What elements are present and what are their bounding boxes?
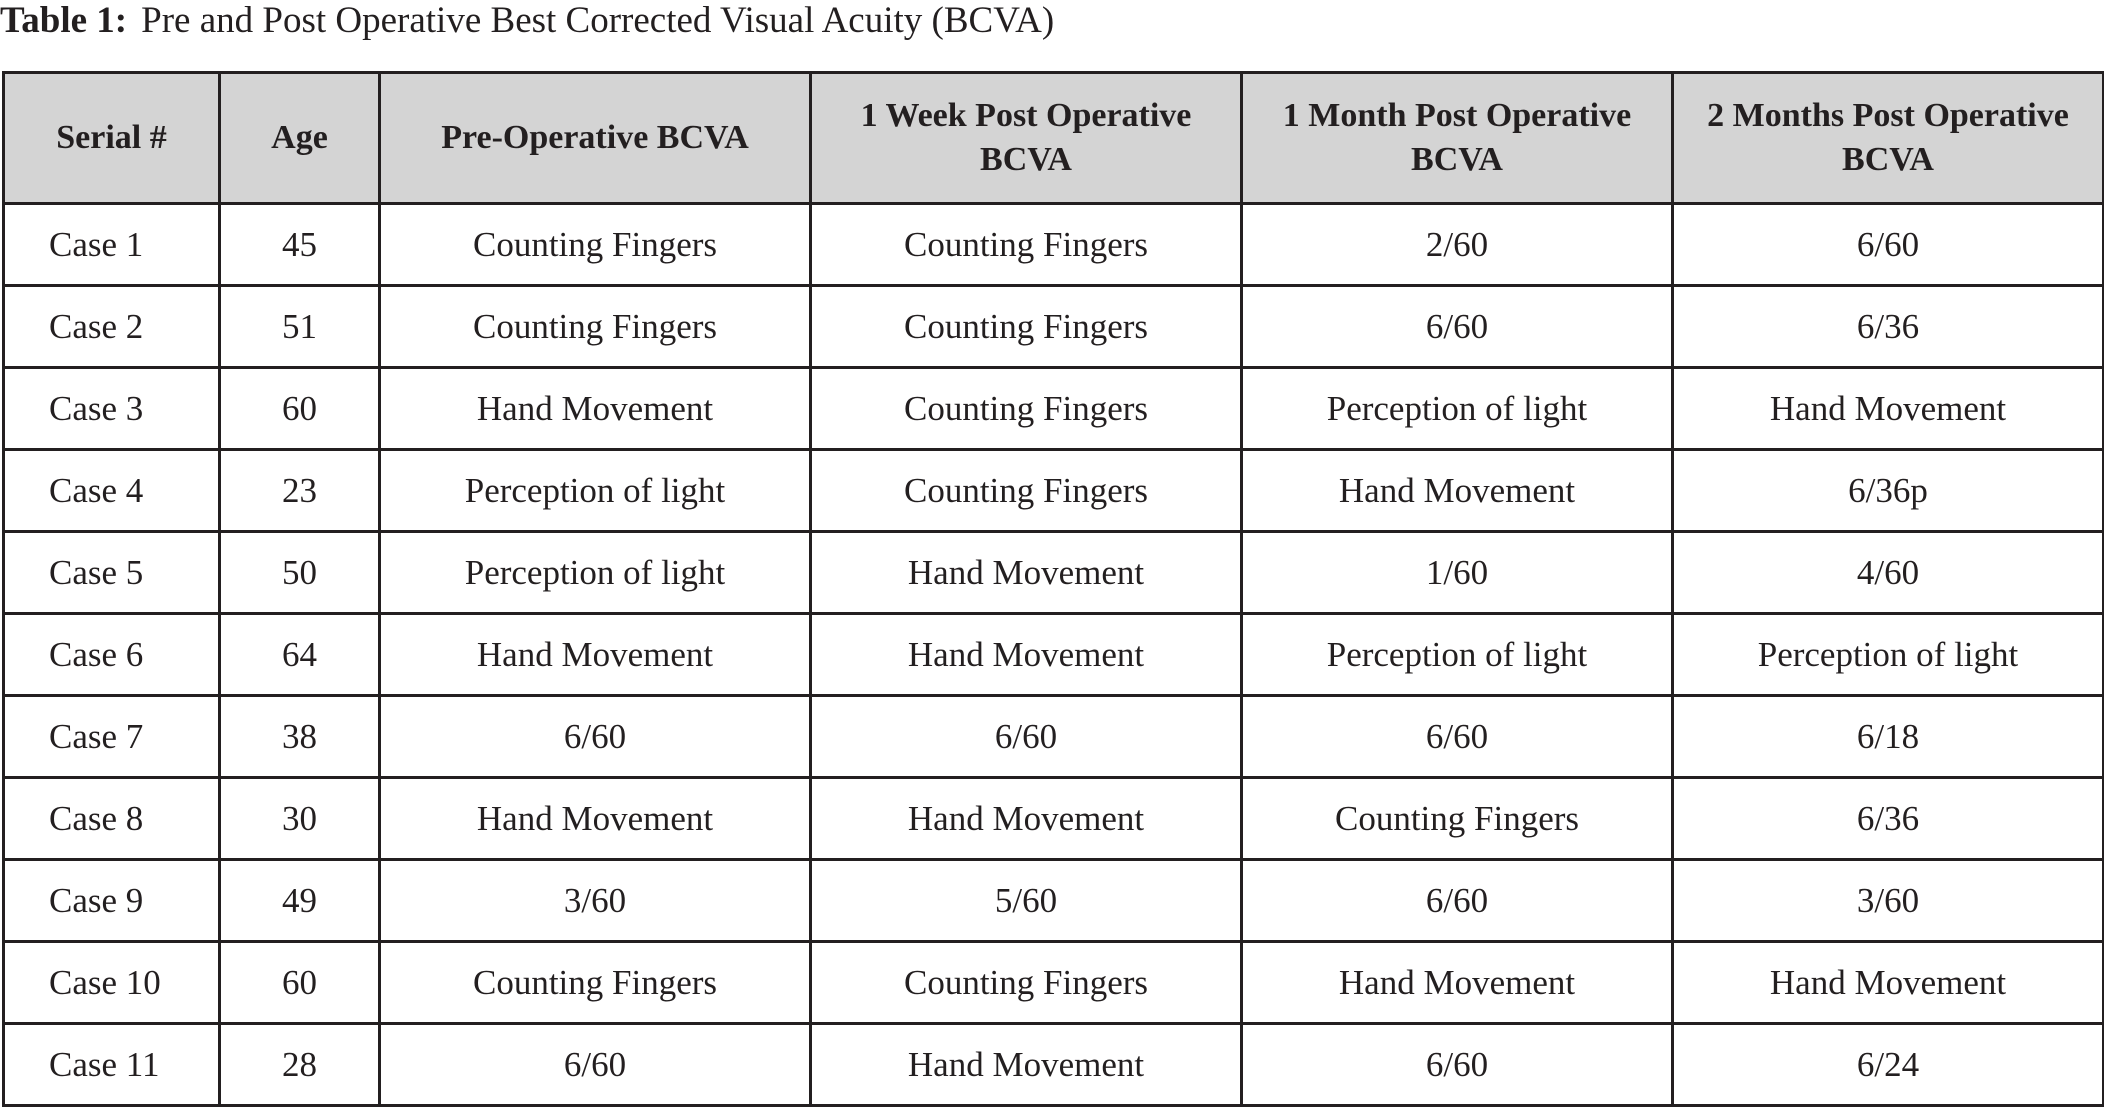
months-2-cell: 6/36 (1673, 778, 2104, 860)
pre-operative-cell: Perception of light (380, 532, 811, 614)
month-1-cell: Hand Movement (1242, 942, 1673, 1024)
header-1-month-post-bcva: 1 Month Post Operative BCVA (1242, 73, 1673, 204)
header-serial: Serial # (4, 73, 220, 204)
pre-operative-cell: Hand Movement (380, 778, 811, 860)
age-cell: 45 (220, 204, 380, 286)
months-2-cell: 4/60 (1673, 532, 2104, 614)
serial-cell: Case 1 (4, 204, 220, 286)
table-header (4, 73, 2104, 204)
month-1-cell: Perception of light (1242, 368, 1673, 450)
months-2-cell: 6/18 (1673, 696, 2104, 778)
pre-operative-cell: Hand Movement (380, 368, 811, 450)
table-row (4, 532, 2104, 614)
pre-operative-cell: Hand Movement (380, 614, 811, 696)
pre-operative-cell: Counting Fingers (380, 204, 811, 286)
bcva-table (2, 71, 2104, 1107)
months-2-cell: Hand Movement (1673, 942, 2104, 1024)
pre-operative-cell: 6/60 (380, 696, 811, 778)
table-row (4, 450, 2104, 532)
table-row (4, 614, 2104, 696)
week-1-cell: Hand Movement (811, 778, 1242, 860)
serial-cell: Case 8 (4, 778, 220, 860)
table-row (4, 696, 2104, 778)
serial-cell: Case 2 (4, 286, 220, 368)
age-cell: 30 (220, 778, 380, 860)
months-2-cell: 6/24 (1673, 1024, 2104, 1106)
serial-cell: Case 4 (4, 450, 220, 532)
header-row (4, 73, 2104, 204)
pre-operative-cell: 3/60 (380, 860, 811, 942)
month-1-cell: 6/60 (1242, 1024, 1673, 1106)
table-row (4, 942, 2104, 1024)
serial-cell: Case 3 (4, 368, 220, 450)
month-1-cell: Counting Fingers (1242, 778, 1673, 860)
months-2-cell: Hand Movement (1673, 368, 2104, 450)
header-pre-operative-bcva: Pre-Operative BCVA (380, 73, 811, 204)
month-1-cell: 6/60 (1242, 696, 1673, 778)
serial-cell: Case 10 (4, 942, 220, 1024)
week-1-cell: Counting Fingers (811, 286, 1242, 368)
age-cell: 60 (220, 368, 380, 450)
table-row (4, 204, 2104, 286)
serial-cell: Case 6 (4, 614, 220, 696)
serial-cell: Case 9 (4, 860, 220, 942)
table-row (4, 1024, 2104, 1106)
serial-cell: Case 7 (4, 696, 220, 778)
month-1-cell: 2/60 (1242, 204, 1673, 286)
serial-cell: Case 11 (4, 1024, 220, 1106)
header-1-week-post-bcva: 1 Week Post Operative BCVA (811, 73, 1242, 204)
months-2-cell: 6/36 (1673, 286, 2104, 368)
month-1-cell: Hand Movement (1242, 450, 1673, 532)
table-row (4, 860, 2104, 942)
months-2-cell: 6/60 (1673, 204, 2104, 286)
table-row (4, 368, 2104, 450)
pre-operative-cell: 6/60 (380, 1024, 811, 1106)
header-age: Age (220, 73, 380, 204)
months-2-cell: 3/60 (1673, 860, 2104, 942)
week-1-cell: Hand Movement (811, 1024, 1242, 1106)
serial-cell: Case 5 (4, 532, 220, 614)
month-1-cell: 6/60 (1242, 286, 1673, 368)
caption-label: Table 1: (0, 0, 128, 41)
caption-text: Pre and Post Operative Best Corrected Visual Acuity (BCVA) (141, 0, 1055, 41)
months-2-cell: Perception of light (1673, 614, 2104, 696)
month-1-cell: 1/60 (1242, 532, 1673, 614)
age-cell: 60 (220, 942, 380, 1024)
week-1-cell: 5/60 (811, 860, 1242, 942)
age-cell: 28 (220, 1024, 380, 1106)
week-1-cell: Counting Fingers (811, 204, 1242, 286)
month-1-cell: Perception of light (1242, 614, 1673, 696)
week-1-cell: Counting Fingers (811, 368, 1242, 450)
age-cell: 23 (220, 450, 380, 532)
week-1-cell: Hand Movement (811, 532, 1242, 614)
age-cell: 50 (220, 532, 380, 614)
months-2-cell: 6/36p (1673, 450, 2104, 532)
month-1-cell: 6/60 (1242, 860, 1673, 942)
pre-operative-cell: Counting Fingers (380, 942, 811, 1024)
header-2-months-post-bcva: 2 Months Post Operative BCVA (1673, 73, 2104, 204)
week-1-cell: Counting Fingers (811, 450, 1242, 532)
table-body (4, 204, 2104, 1106)
age-cell: 38 (220, 696, 380, 778)
table-row (4, 286, 2104, 368)
age-cell: 51 (220, 286, 380, 368)
table-caption (0, 0, 1054, 50)
pre-operative-cell: Counting Fingers (380, 286, 811, 368)
week-1-cell: Counting Fingers (811, 942, 1242, 1024)
week-1-cell: 6/60 (811, 696, 1242, 778)
table-row (4, 778, 2104, 860)
age-cell: 49 (220, 860, 380, 942)
week-1-cell: Hand Movement (811, 614, 1242, 696)
age-cell: 64 (220, 614, 380, 696)
pre-operative-cell: Perception of light (380, 450, 811, 532)
